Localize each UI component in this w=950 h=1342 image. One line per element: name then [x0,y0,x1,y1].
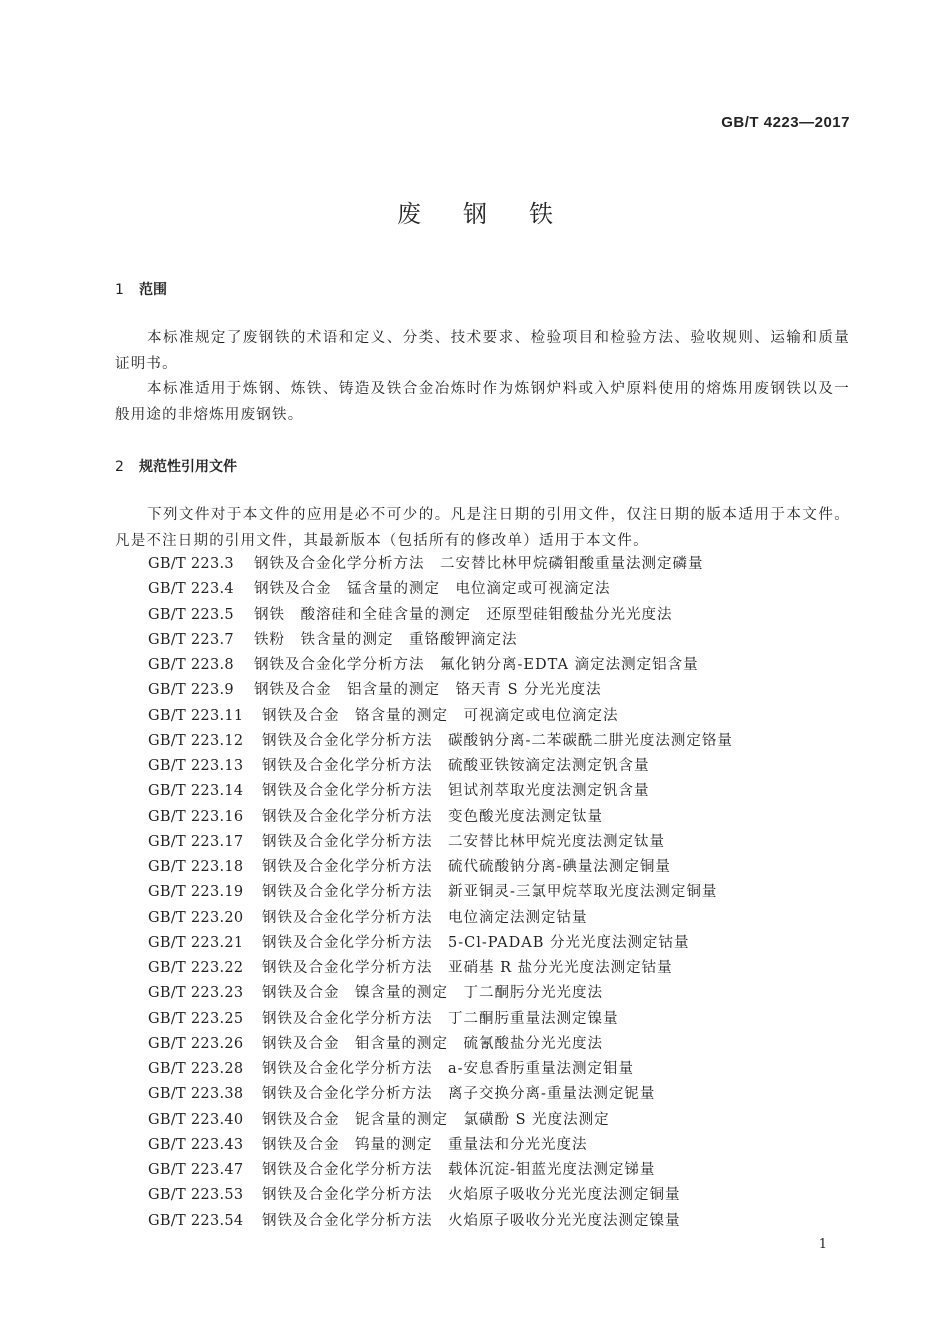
reference-item [148,603,733,628]
reference-list [148,552,733,1234]
reference-item [148,805,733,830]
reference-title: 钢铁及合金化学分析方法 火焰原子吸收分光光度法测定镍量 [262,1212,681,1229]
reference-code: GB/T 223.13 [148,758,244,774]
reference-title: 钢铁及合金 铌含量的测定 氯磺酚 S 光度法测定 [262,1111,610,1128]
reference-code: GB/T 223.12 [148,732,244,749]
reference-title: 钢铁及合金化学分析方法 氟化钠分离-EDTA 滴定法测定铝含量 [254,657,699,673]
reference-title: 铁粉 铁含量的测定 重铬酸钾滴定法 [254,631,518,648]
reference-item [148,1032,733,1057]
reference-item [148,1133,733,1158]
reference-item [148,1057,733,1082]
reference-code: GB/T 223.22 [148,960,244,976]
reference-code: GB/T 223.54 [148,1212,244,1229]
section-title: 范围 [139,282,167,298]
reference-title: 钢铁及合金 钼含量的测定 硫氰酸盐分光光度法 [262,1035,603,1052]
reference-item [148,981,733,1006]
reference-code: GB/T 223.11 [148,707,244,724]
section-number: 2 [115,459,124,475]
reference-code: GB/T 223.23 [148,985,244,1002]
reference-code: GB/T 223.7 [148,631,234,648]
section-heading-normative-references [115,456,237,476]
reference-title: 钢铁及合金化学分析方法 5-Cl-PADAB 分光光度法测定钴量 [262,934,690,951]
reference-item [148,1158,733,1183]
reference-item [148,880,733,905]
reference-code: GB/T 223.40 [148,1111,244,1128]
reference-code: GB/T 223.21 [148,934,244,951]
reference-title: 钢铁及合金化学分析方法 亚硝基 R 盐分光光度法测定钴量 [262,960,673,976]
page-number: 1 [818,1237,827,1252]
reference-item [148,1007,733,1032]
reference-title: 钢铁及合金化学分析方法 火焰原子吸收分光光度法测定铜量 [262,1187,681,1204]
reference-item [148,1183,733,1208]
reference-item [148,956,733,981]
reference-code: GB/T 223.28 [148,1061,244,1077]
document-title: 废钢铁 [397,200,595,228]
reference-title: 钢铁及合金 镍含量的测定 丁二酮肟分光光度法 [262,985,603,1002]
reference-item [148,653,733,678]
paragraph-scope-1: 本标准规定了废钢铁的术语和定义、分类、技术要求、检验项目和检验方法、验收规则、运输和质量证明书。 [115,330,850,372]
reference-item [148,1082,733,1107]
reference-title: 钢铁及合金化学分析方法 丁二酮肟重量法测定镍量 [262,1010,619,1027]
reference-item [148,577,733,602]
section-title: 规范性引用文件 [139,459,237,475]
reference-item [148,1108,733,1133]
reference-title: 钢铁及合金化学分析方法 硫酸亚铁铵滴定法测定钒含量 [262,758,650,774]
reference-item [148,830,733,855]
paragraph-scope-2: 本标准适用于炼钢、炼铁、铸造及铁合金冶炼时作为炼钢炉料或入炉原料使用的熔炼用废钢铁以及一般用途的非熔炼用废钢铁。 [115,381,850,423]
reference-title: 钢铁及合金化学分析方法 离子交换分离-重量法测定铌量 [262,1086,656,1103]
reference-title: 钢铁及合金化学分析方法 a-安息香肟重量法测定钼量 [262,1061,635,1077]
reference-code: GB/T 223.17 [148,833,244,850]
reference-item [148,678,733,703]
reference-item [148,754,733,779]
reference-title: 钢铁及合金化学分析方法 钽试剂萃取光度法测定钒含量 [262,783,650,800]
reference-item [148,552,733,577]
reference-title: 钢铁及合金化学分析方法 二安替比林甲烷光度法测定钛量 [262,833,665,850]
reference-item [148,931,733,956]
reference-code: GB/T 223.14 [148,783,244,800]
reference-title: 钢铁及合金 铝含量的测定 铬天青 S 分光光度法 [254,682,602,699]
reference-item [148,779,733,804]
reference-title: 钢铁及合金化学分析方法 电位滴定法测定钴量 [262,909,588,926]
reference-code: GB/T 223.43 [148,1136,244,1153]
reference-title: 钢铁及合金 锰含量的测定 电位滴定或可视滴定法 [254,581,611,598]
reference-code: GB/T 223.5 [148,606,234,623]
reference-item [148,628,733,653]
reference-item [148,906,733,931]
reference-title: 钢铁及合金化学分析方法 硫代硫酸钠分离-碘量法测定铜量 [262,859,671,875]
section-number: 1 [115,282,124,298]
reference-code: GB/T 223.53 [148,1187,244,1204]
reference-item [148,855,733,880]
reference-code: GB/T 223.9 [148,682,234,699]
reference-title: 钢铁及合金 钨量的测定 重量法和分光光度法 [262,1136,588,1153]
reference-code: GB/T 223.38 [148,1086,244,1103]
paragraph-references-intro: 下列文件对于本文件的应用是必不可少的。凡是注日期的引用文件，仅注日期的版本适用于本文件。凡是不注日期的引用文件，其最新版本（包括所有的修改单）适用于本文件。 [115,507,850,549]
reference-code: GB/T 223.47 [148,1162,244,1178]
reference-item [148,1209,733,1234]
section-heading-scope [115,279,167,299]
reference-title: 钢铁及合金化学分析方法 载体沉淀-钼蓝光度法测定锑量 [262,1162,656,1178]
reference-code: GB/T 223.18 [148,859,244,875]
reference-title: 钢铁及合金化学分析方法 碳酸钠分离-二苯碳酰二肼光度法测定铬量 [262,732,733,749]
reference-item [148,729,733,754]
reference-title: 钢铁及合金化学分析方法 二安替比林甲烷磷钼酸重量法测定磷量 [254,556,704,572]
reference-title: 钢铁及合金化学分析方法 新亚铜灵-三氯甲烷萃取光度法测定铜量 [262,884,718,901]
standard-code: GB/T 4223—2017 [721,114,850,131]
reference-code: GB/T 223.19 [148,884,244,901]
reference-code: GB/T 223.16 [148,808,244,825]
reference-code: GB/T 223.4 [148,581,234,598]
reference-title: 钢铁及合金 铬含量的测定 可视滴定或电位滴定法 [262,707,619,724]
reference-code: GB/T 223.25 [148,1010,244,1027]
reference-code: GB/T 223.3 [148,556,234,572]
reference-code: GB/T 223.26 [148,1035,244,1052]
reference-title: 钢铁及合金化学分析方法 变色酸光度法测定钛量 [262,808,603,825]
reference-item [148,704,733,729]
reference-code: GB/T 223.20 [148,909,244,926]
reference-title: 钢铁 酸溶硅和全硅含量的测定 还原型硅钼酸盐分光光度法 [254,606,673,623]
reference-code: GB/T 223.8 [148,657,234,673]
